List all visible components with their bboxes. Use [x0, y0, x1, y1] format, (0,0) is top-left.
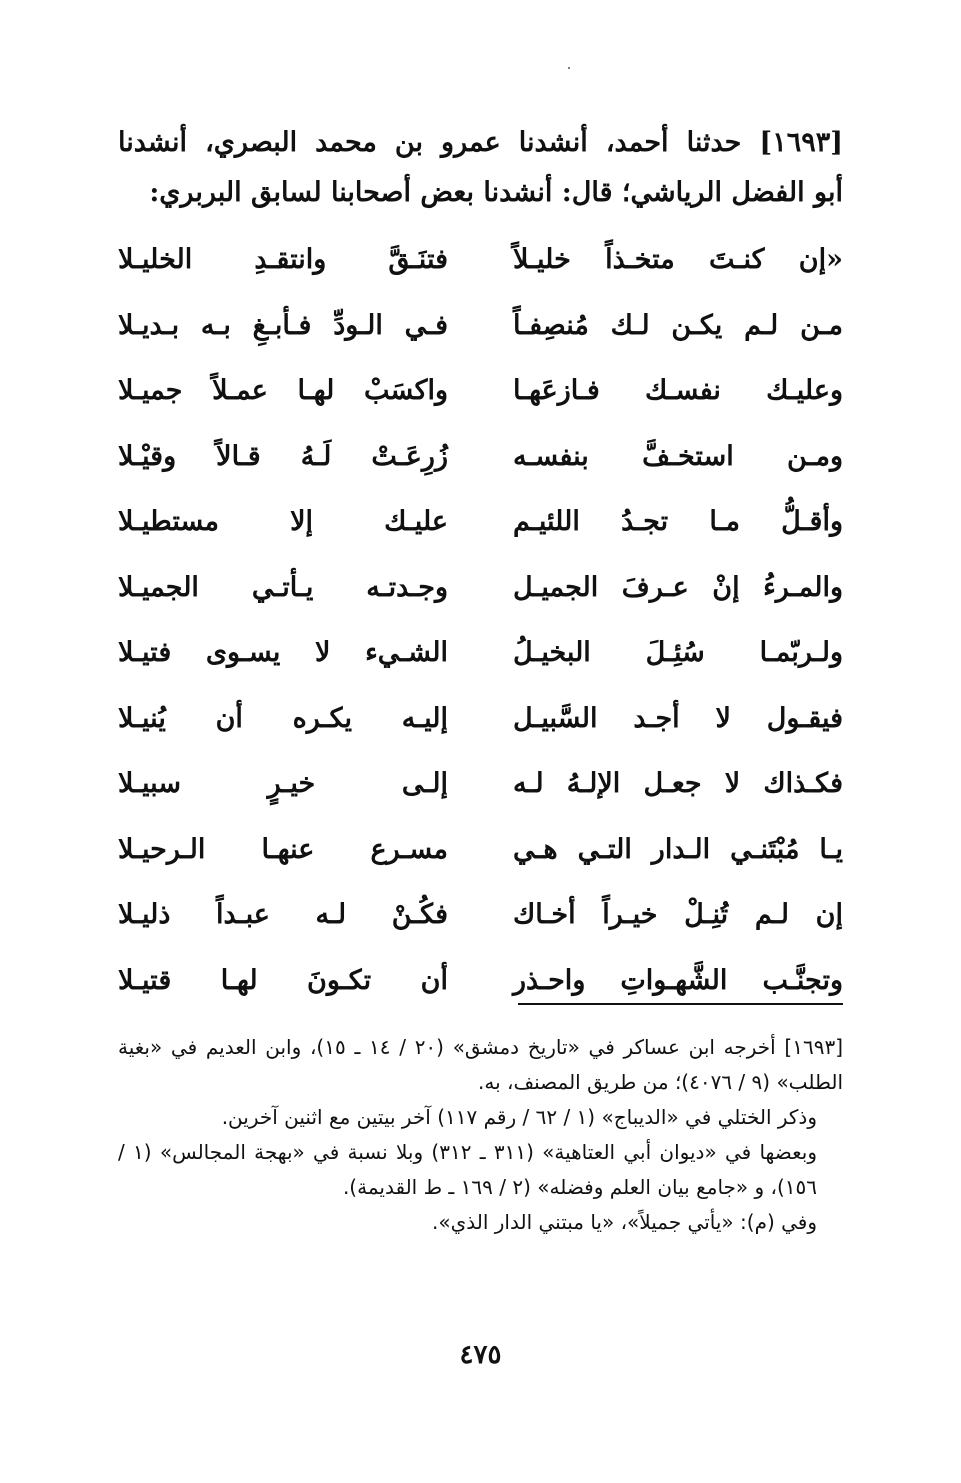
verse	[118, 236, 843, 302]
verse	[118, 433, 843, 499]
verse-first-hemistich: وعليـك نفسـك فـازعَهـا	[513, 375, 843, 406]
verse	[118, 302, 843, 368]
footnotes	[118, 1030, 843, 1240]
verse	[118, 629, 843, 695]
verse-first-hemistich: وتجنَّـب الشَّهـواتِ واحـذر	[513, 964, 843, 996]
verse-second-hemistich: إلـى خيـرٍ سبيـلا	[118, 768, 448, 799]
verse-first-hemistich: يـا مُبْتَنـي الـدار التـي هـي	[513, 833, 843, 865]
verse-second-hemistich: إليـه يكـره أن يُنيـلا	[118, 702, 448, 734]
verse-first-hemistich: «إن كنـتَ متخـذاً خليـلاً	[513, 244, 843, 275]
verse	[118, 826, 843, 892]
verse	[118, 695, 843, 761]
intro-line-1: [١٦٩٣] حدثنا أحمد، أنشدنا عمرو بن محمد البصري، أنشدنا	[118, 127, 843, 158]
footnote-3: وبعضها في «ديوان أبي العتاهية» (٣١١ ـ ٣١٢) وبلا نسبة في «بهجة المجالس» (١ / ١٥٦)، و «جامع بيان العلم وفضله» (٢ / ١٦٩ ـ ط القديمة).	[118, 1140, 817, 1199]
verse-second-hemistich: زُرِعَـتْ لَـهُ قـالاً وقيْـلا	[118, 440, 448, 472]
verse-second-hemistich: واكسَبْ لهـا عمـلاً جميـلا	[118, 375, 448, 406]
verse-second-hemistich: فـي الـودِّ فـأبـغِ بـه بـديـلا	[118, 309, 448, 341]
verse-second-hemistich: عليـك إلا مستطيـلا	[118, 506, 448, 537]
footnote-4: وفي (م): «يأتي جميلاً»، «يا مبتني الدار الذي».	[432, 1210, 817, 1234]
poem	[118, 236, 843, 1022]
page-number: ٤٧٥	[459, 1340, 502, 1370]
verse-second-hemistich: مسـرع عنهـا الـرحيـلا	[118, 833, 448, 865]
verse-second-hemistich: الشـيء لا يسـوى فتيـلا	[118, 637, 448, 668]
footnote-1: [١٦٩٣] أخرجه ابن عساكر في «تاريخ دمشق» (٢٠ / ١٤ ـ ١٥)، وابن العديم في «بغية الطلب» (٩ / ٤٠٧٦)؛ من طريق المصنف، به.	[118, 1035, 844, 1094]
verse-second-hemistich: وجـدتـه يـأتـي الجميـلا	[118, 571, 448, 603]
footnote-2: وذكر الختلي في «الديباج» (١ / ٦٢ / رقم ١١٧) آخر بيتين مع اثنين آخرين.	[221, 1105, 817, 1129]
verse-second-hemistich: فكُـنْ لـه عبـداً ذليـلا	[118, 899, 448, 930]
verse-first-hemistich: إن لـم تُنِـلْ خيـراً أخـاك	[513, 899, 843, 930]
verse	[118, 564, 843, 630]
verse-first-hemistich: مـن لـم يكـن لـك مُنصِفـاً	[513, 309, 843, 341]
intro-line-2: أبو الفضل الرياشي؛ قال: أنشدنا بعض أصحابنا لسابق البربري:	[149, 177, 843, 208]
verse	[118, 760, 843, 826]
footnote-separator	[518, 1003, 843, 1005]
scan-speck	[568, 67, 570, 69]
verse-second-hemistich: أن تكـونَ لهـا قتيـلا	[118, 964, 448, 996]
verse-first-hemistich: ومـن استخـفَّ بنفسـه	[513, 440, 843, 472]
verse-second-hemistich: فتنَـقَّ وانتقـدِ الخليـلا	[118, 244, 448, 275]
verse-first-hemistich: ولـربّمـا سُئِـلَ البخيـلُ	[513, 637, 843, 668]
verse	[118, 367, 843, 433]
verse	[118, 891, 843, 957]
intro-paragraph	[118, 118, 843, 218]
verse-first-hemistich: فيقـول لا أجـد السَّبيـل	[513, 702, 843, 734]
verse-first-hemistich: والمـرءُ إنْ عـرفَ الجميـل	[513, 571, 843, 603]
verse	[118, 498, 843, 564]
verse-first-hemistich: وأقـلُّ مـا تجـدُ اللئيـم	[513, 506, 843, 537]
verse	[118, 957, 843, 1023]
verse-first-hemistich: فكـذاك لا جعـل الإلـهُ لـه	[513, 768, 843, 799]
